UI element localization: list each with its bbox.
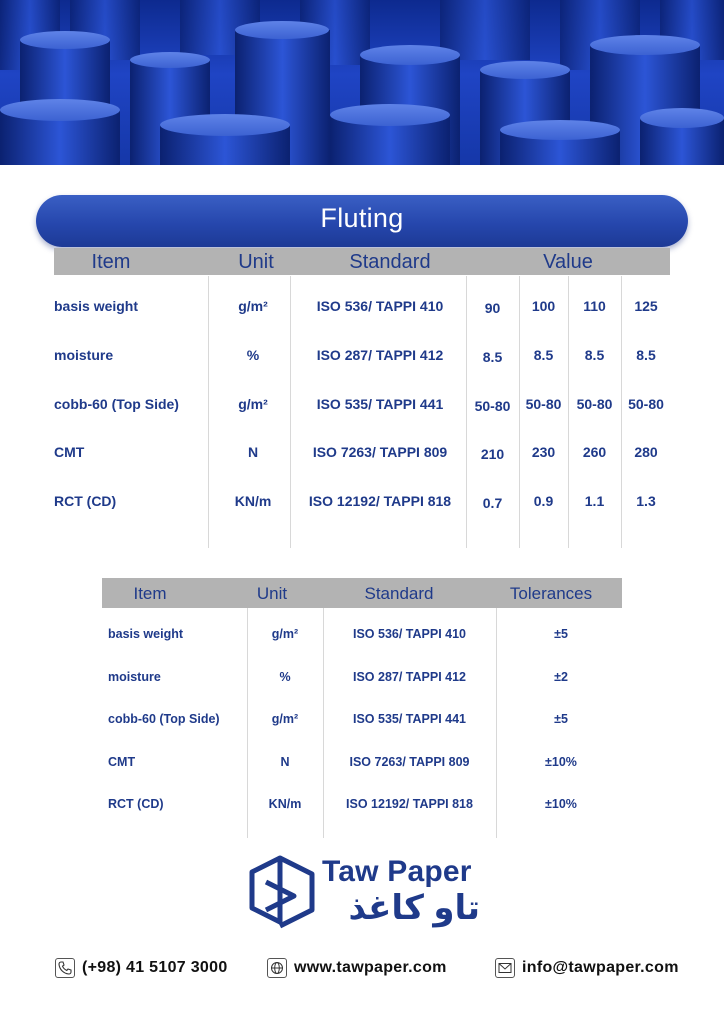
paper-rolls-graphic (0, 0, 724, 165)
row-standard: ISO 7263/ TAPPI 809 (349, 755, 470, 769)
row-item: CMT (108, 755, 136, 769)
row-item: cobb-60 (Top Side) (108, 712, 220, 726)
row-value: 125 (634, 298, 658, 314)
row-tolerance: ±5 (554, 712, 568, 726)
row-value: 0.9 (533, 493, 554, 509)
row-unit: g/m² (271, 627, 299, 641)
row-standard: ISO 12192/ TAPPI 818 (346, 797, 473, 811)
email-address: info@tawpaper.com (522, 959, 679, 976)
row-unit: N (247, 444, 259, 460)
row-value: 50-80 (474, 398, 511, 414)
header-value: Value (543, 251, 593, 273)
row-unit: g/m² (238, 396, 268, 412)
row-item: CMT (54, 444, 85, 460)
row-standard: ISO 535/ TAPPI 441 (316, 396, 444, 412)
header-unit: Unit (238, 251, 274, 273)
row-unit: N (280, 755, 290, 769)
page-title: Fluting (320, 203, 404, 233)
row-value: 1.1 (584, 493, 605, 509)
header-unit: Unit (256, 584, 288, 603)
row-unit: % (279, 670, 291, 684)
taw-paper-logo-icon (246, 852, 318, 932)
row-item: RCT (CD) (54, 493, 117, 509)
row-value: 8.5 (636, 347, 656, 363)
header-standard: Standard (364, 584, 434, 603)
row-unit: g/m² (238, 298, 268, 314)
row-value: 110 (583, 298, 606, 314)
row-item: cobb-60 (Top Side) (54, 396, 179, 412)
row-unit: g/m² (271, 712, 299, 726)
row-value: 260 (582, 444, 607, 460)
row-unit: % (246, 347, 260, 363)
row-item: moisture (108, 670, 161, 684)
row-value: 8.5 (533, 347, 554, 363)
row-unit: KN/m (234, 493, 272, 509)
row-item: moisture (54, 347, 114, 363)
contact-website[interactable] (267, 956, 447, 980)
row-value: 8.5 (482, 349, 503, 365)
row-standard: ISO 536/ TAPPI 410 (352, 627, 467, 641)
row-value: 90 (484, 300, 501, 316)
phone-icon (55, 958, 75, 978)
row-value: 50-80 (628, 396, 664, 412)
header-standard: Standard (349, 251, 431, 273)
globe-icon (267, 958, 287, 978)
row-value: 280 (634, 444, 658, 460)
header-item: Item (91, 251, 131, 273)
row-value: 230 (531, 444, 556, 460)
contact-phone[interactable] (55, 956, 228, 980)
row-standard: ISO 287/ TAPPI 412 (352, 670, 467, 684)
logo-name-persian: تاو کاغذ (348, 889, 480, 927)
row-standard: ISO 535/ TAPPI 441 (352, 712, 467, 726)
row-standard: ISO 536/ TAPPI 410 (316, 298, 444, 314)
row-value: 100 (531, 298, 556, 314)
row-item: basis weight (108, 627, 184, 641)
row-standard: ISO 287/ TAPPI 412 (316, 347, 444, 363)
phone-number: (+98) 41 5107 3000 (82, 959, 228, 976)
row-value: 50-80 (525, 396, 562, 412)
row-tolerance: ±10% (545, 797, 577, 811)
contact-email[interactable] (495, 956, 679, 980)
mail-icon (495, 958, 515, 978)
row-value: 8.5 (584, 347, 605, 363)
row-value: 1.3 (636, 493, 656, 509)
website-url: www.tawpaper.com (294, 959, 447, 976)
row-standard: ISO 7263/ TAPPI 809 (312, 444, 448, 460)
row-value: 210 (480, 446, 505, 462)
logo-name-english: Taw Paper (322, 855, 472, 888)
row-standard: ISO 12192/ TAPPI 818 (308, 493, 452, 509)
header-tolerances: Tolerances (509, 584, 593, 603)
row-value: 50-80 (576, 396, 613, 412)
hero-banner-image (0, 0, 724, 165)
row-tolerance: ±10% (545, 755, 577, 769)
row-item: basis weight (54, 298, 139, 314)
row-item: RCT (CD) (108, 797, 164, 811)
row-unit: KN/m (268, 797, 302, 811)
row-tolerance: ±5 (554, 627, 568, 641)
row-tolerance: ±2 (554, 670, 568, 684)
row-value: 0.7 (482, 495, 503, 511)
header-item: Item (133, 584, 167, 603)
